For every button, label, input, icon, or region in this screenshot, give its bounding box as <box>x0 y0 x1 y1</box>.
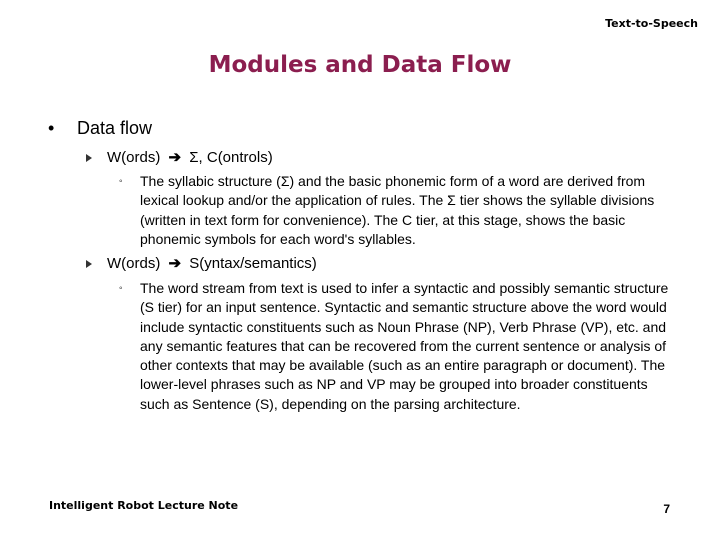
flow-source: W(ords) <box>107 255 161 272</box>
bullet-icon: • <box>48 118 55 138</box>
right-arrow-icon: ➔ <box>168 149 182 166</box>
footer-course-title: Intelligent Robot Lecture Note <box>49 499 239 512</box>
bullet-label: Data flow <box>77 118 153 138</box>
right-arrow-icon: ➔ <box>168 255 182 272</box>
header-tag: Text-to-Speech <box>605 17 698 30</box>
flow-item-2-text <box>107 254 317 272</box>
flow-item-1-text <box>107 148 273 166</box>
description-text: The word stream from text is used to infer a syntactic and possibly semantic structure (S tier) for an input sentence. Syntactic and semantic structure above the word would include syntactic constituents such as Noun Phrase (NP), Verb Phrase (VP), etc. and any semantic features that can be recovered from the current sentence or analysis of other contexts that may be available (such as an entire paragraph or document). The lower-level phrases such as NP and VP may be grouped into broader constituents such as Sentence (S), depending on the parsing architecture. <box>140 280 669 412</box>
triangle-bullet-icon <box>86 260 92 268</box>
flow-item-1-description <box>119 172 679 249</box>
triangle-bullet-icon <box>86 154 92 162</box>
flow-target: Σ, C(ontrols) <box>189 149 273 166</box>
flow-source: W(ords) <box>107 149 161 166</box>
circle-bullet-icon: ◦ <box>119 283 123 294</box>
description-text: The syllabic structure (Σ) and the basic phonemic form of a word are derived from lexical lookup and/or the application of rules. The Σ tier shows the syllable divisions (written in text form for convenience). The C tier, at this stage, shows the basic phonemic symbols for each word's syllables. <box>140 173 655 247</box>
page-number: 7 <box>663 502 670 516</box>
page-title: Modules and Data Flow <box>208 52 512 78</box>
flow-target: S(yntax/semantics) <box>189 255 317 272</box>
circle-bullet-icon: ◦ <box>119 176 123 187</box>
flow-item-2-description <box>119 279 679 414</box>
